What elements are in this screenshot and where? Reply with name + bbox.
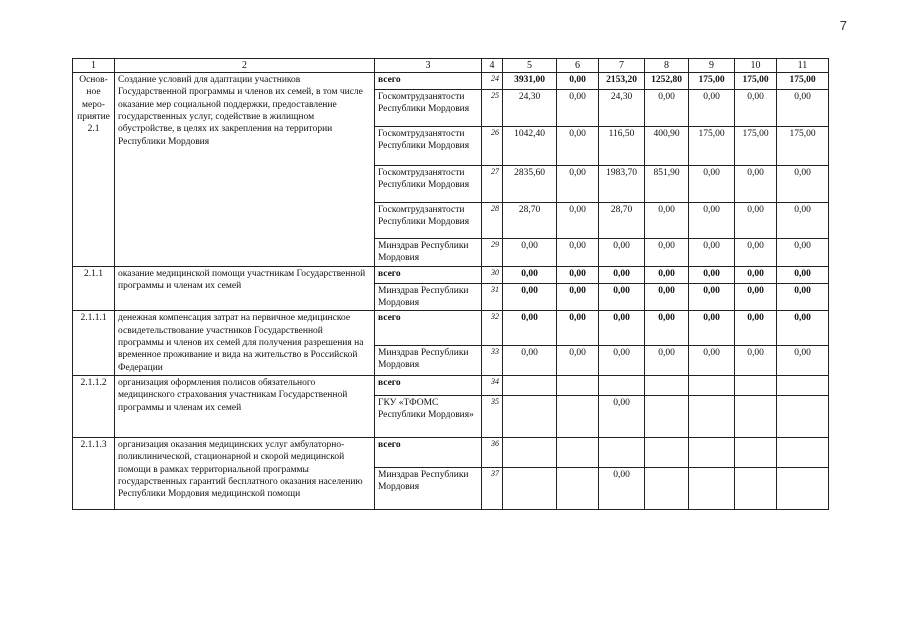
activity-description: организация оформления полисов обязательного медицинского страхования участникам Государственной программы и членам их семей xyxy=(115,376,375,438)
value-cell: 24,30 xyxy=(599,90,645,127)
value-cell: 0,00 xyxy=(645,311,689,345)
activity-description: оказание медицинской помощи участникам Государственной программы и членам их семей xyxy=(115,266,375,311)
value-cell xyxy=(689,468,735,510)
value-cell xyxy=(645,396,689,438)
value-cell: 3931,00 xyxy=(503,73,557,90)
value-cell: 0,00 xyxy=(503,283,557,311)
value-cell: 0,00 xyxy=(777,90,829,127)
value-cell: 0,00 xyxy=(645,203,689,239)
value-cell xyxy=(777,468,829,510)
value-cell: 0,00 xyxy=(735,203,777,239)
value-cell xyxy=(645,376,689,396)
row-number: 29 xyxy=(482,239,503,267)
value-cell: 0,00 xyxy=(599,283,645,311)
value-cell xyxy=(557,376,599,396)
value-cell: 1252,80 xyxy=(645,73,689,90)
value-cell: 0,00 xyxy=(777,239,829,267)
column-number-header: 11 xyxy=(777,59,829,73)
value-cell xyxy=(689,396,735,438)
budget-table xyxy=(72,58,829,510)
value-cell xyxy=(645,438,689,468)
value-cell: 0,00 xyxy=(599,345,645,376)
value-cell xyxy=(503,438,557,468)
table-row xyxy=(73,266,829,283)
value-cell: 0,00 xyxy=(777,283,829,311)
value-cell xyxy=(777,438,829,468)
funding-source: всего xyxy=(375,376,482,396)
value-cell: 0,00 xyxy=(645,345,689,376)
value-cell: 24,30 xyxy=(503,90,557,127)
funding-source: ГКУ «ТФОМС Республики Мордовия» xyxy=(375,396,482,438)
value-cell xyxy=(735,376,777,396)
value-cell: 0,00 xyxy=(503,311,557,345)
value-cell xyxy=(777,376,829,396)
value-cell xyxy=(645,468,689,510)
value-cell xyxy=(503,396,557,438)
activity-code: 2.1.1.1 xyxy=(73,311,115,376)
value-cell: 0,00 xyxy=(557,239,599,267)
value-cell: 0,00 xyxy=(689,90,735,127)
value-cell: 2835,60 xyxy=(503,166,557,203)
value-cell xyxy=(599,376,645,396)
value-cell: 0,00 xyxy=(689,266,735,283)
funding-source: Минздрав Республики Мордовия xyxy=(375,468,482,510)
value-cell xyxy=(503,468,557,510)
value-cell: 0,00 xyxy=(599,311,645,345)
value-cell: 0,00 xyxy=(557,90,599,127)
value-cell: 0,00 xyxy=(735,239,777,267)
table-row xyxy=(73,311,829,345)
value-cell: 0,00 xyxy=(689,345,735,376)
value-cell xyxy=(689,376,735,396)
value-cell: 0,00 xyxy=(689,311,735,345)
column-number-header: 2 xyxy=(115,59,375,73)
value-cell: 0,00 xyxy=(503,239,557,267)
funding-source: Минздрав Республики Мордовия xyxy=(375,283,482,311)
row-number: 33 xyxy=(482,345,503,376)
column-number-header: 8 xyxy=(645,59,689,73)
value-cell: 0,00 xyxy=(599,396,645,438)
value-cell: 0,00 xyxy=(735,90,777,127)
value-cell: 0,00 xyxy=(735,345,777,376)
value-cell: 0,00 xyxy=(557,166,599,203)
value-cell xyxy=(735,468,777,510)
column-number-header: 7 xyxy=(599,59,645,73)
value-cell xyxy=(735,396,777,438)
value-cell: 0,00 xyxy=(503,345,557,376)
column-number-header: 1 xyxy=(73,59,115,73)
value-cell: 0,00 xyxy=(689,203,735,239)
row-number: 27 xyxy=(482,166,503,203)
row-number: 28 xyxy=(482,203,503,239)
page-number: 7 xyxy=(839,18,847,33)
value-cell xyxy=(735,438,777,468)
value-cell: 0,00 xyxy=(777,266,829,283)
column-number-header: 5 xyxy=(503,59,557,73)
value-cell: 0,00 xyxy=(689,166,735,203)
value-cell: 175,00 xyxy=(777,127,829,166)
value-cell: 0,00 xyxy=(557,283,599,311)
value-cell: 28,70 xyxy=(503,203,557,239)
activity-description: Создание условий для адаптации участников Государственной программы и членов их семей, в том числе оказание мер социальной поддержки, предоставление государственных услуг, содействие в жилищном обустройстве, в целях их закрепления на территории Республики Мордовия xyxy=(115,73,375,267)
row-number: 35 xyxy=(482,396,503,438)
value-cell: 0,00 xyxy=(777,345,829,376)
funding-source: всего xyxy=(375,311,482,345)
row-number: 25 xyxy=(482,90,503,127)
value-cell xyxy=(557,438,599,468)
value-cell: 0,00 xyxy=(599,468,645,510)
value-cell: 175,00 xyxy=(689,127,735,166)
table-row xyxy=(73,438,829,468)
funding-source: Минздрав Республики Мордовия xyxy=(375,239,482,267)
funding-source: Минздрав Республики Мордовия xyxy=(375,345,482,376)
value-cell: 0,00 xyxy=(645,90,689,127)
value-cell: 0,00 xyxy=(735,166,777,203)
value-cell xyxy=(689,438,735,468)
column-number-header: 6 xyxy=(557,59,599,73)
funding-source: Госкомтрудзанятости Республики Мордовия xyxy=(375,166,482,203)
row-number: 34 xyxy=(482,376,503,396)
value-cell: 0,00 xyxy=(689,239,735,267)
row-number: 31 xyxy=(482,283,503,311)
row-number: 36 xyxy=(482,438,503,468)
value-cell: 175,00 xyxy=(735,127,777,166)
column-number-header: 3 xyxy=(375,59,482,73)
funding-source: Госкомтрудзанятости Республики Мордовия xyxy=(375,90,482,127)
value-cell xyxy=(777,396,829,438)
activity-code: Основ-ное меро-приятие 2.1 xyxy=(73,73,115,267)
value-cell: 1983,70 xyxy=(599,166,645,203)
column-number-header: 10 xyxy=(735,59,777,73)
value-cell: 0,00 xyxy=(503,266,557,283)
value-cell: 175,00 xyxy=(777,73,829,90)
activity-description: денежная компенсация затрат на первичное медицинское освидетельствование участников Государственной программы и членов их семей для получения разрешения на временное проживание и вида на жительство в Российской Федерации xyxy=(115,311,375,376)
value-cell: 0,00 xyxy=(557,203,599,239)
value-cell: 175,00 xyxy=(735,73,777,90)
funding-source: всего xyxy=(375,266,482,283)
value-cell: 0,00 xyxy=(777,203,829,239)
value-cell: 0,00 xyxy=(557,311,599,345)
activity-code: 2.1.1.2 xyxy=(73,376,115,438)
activity-description: организация оказания медицинских услуг амбулаторно-поликлинической, стационарной и скорой медицинской помощи в рамках территориальной программы государственных гарантий бесплатного оказания населению Республики Мордовия медицинской помощи xyxy=(115,438,375,510)
value-cell: 0,00 xyxy=(557,73,599,90)
value-cell: 0,00 xyxy=(599,239,645,267)
value-cell: 116,50 xyxy=(599,127,645,166)
value-cell: 0,00 xyxy=(735,266,777,283)
value-cell: 0,00 xyxy=(645,266,689,283)
activity-code: 2.1.1 xyxy=(73,266,115,311)
value-cell: 0,00 xyxy=(645,283,689,311)
value-cell xyxy=(557,396,599,438)
value-cell: 1042,40 xyxy=(503,127,557,166)
value-cell: 0,00 xyxy=(735,283,777,311)
value-cell xyxy=(503,376,557,396)
value-cell: 0,00 xyxy=(735,311,777,345)
value-cell: 0,00 xyxy=(777,311,829,345)
column-number-header: 9 xyxy=(689,59,735,73)
row-number: 30 xyxy=(482,266,503,283)
funding-source: всего xyxy=(375,438,482,468)
value-cell: 28,70 xyxy=(599,203,645,239)
column-number-row xyxy=(73,59,829,73)
value-cell: 0,00 xyxy=(777,166,829,203)
activity-code: 2.1.1.3 xyxy=(73,438,115,510)
funding-source: Госкомтрудзанятости Республики Мордовия xyxy=(375,127,482,166)
value-cell: 175,00 xyxy=(689,73,735,90)
funding-source: всего xyxy=(375,73,482,90)
row-number: 26 xyxy=(482,127,503,166)
value-cell: 851,90 xyxy=(645,166,689,203)
row-number: 24 xyxy=(482,73,503,90)
column-number-header: 4 xyxy=(482,59,503,73)
value-cell: 0,00 xyxy=(557,266,599,283)
value-cell xyxy=(557,468,599,510)
table-row xyxy=(73,376,829,396)
value-cell: 0,00 xyxy=(557,127,599,166)
value-cell xyxy=(599,438,645,468)
value-cell: 0,00 xyxy=(645,239,689,267)
value-cell: 400,90 xyxy=(645,127,689,166)
value-cell: 0,00 xyxy=(557,345,599,376)
value-cell: 0,00 xyxy=(599,266,645,283)
table-row xyxy=(73,73,829,90)
value-cell: 0,00 xyxy=(689,283,735,311)
row-number: 37 xyxy=(482,468,503,510)
funding-source: Госкомтрудзанятости Республики Мордовия xyxy=(375,203,482,239)
row-number: 32 xyxy=(482,311,503,345)
value-cell: 2153,20 xyxy=(599,73,645,90)
